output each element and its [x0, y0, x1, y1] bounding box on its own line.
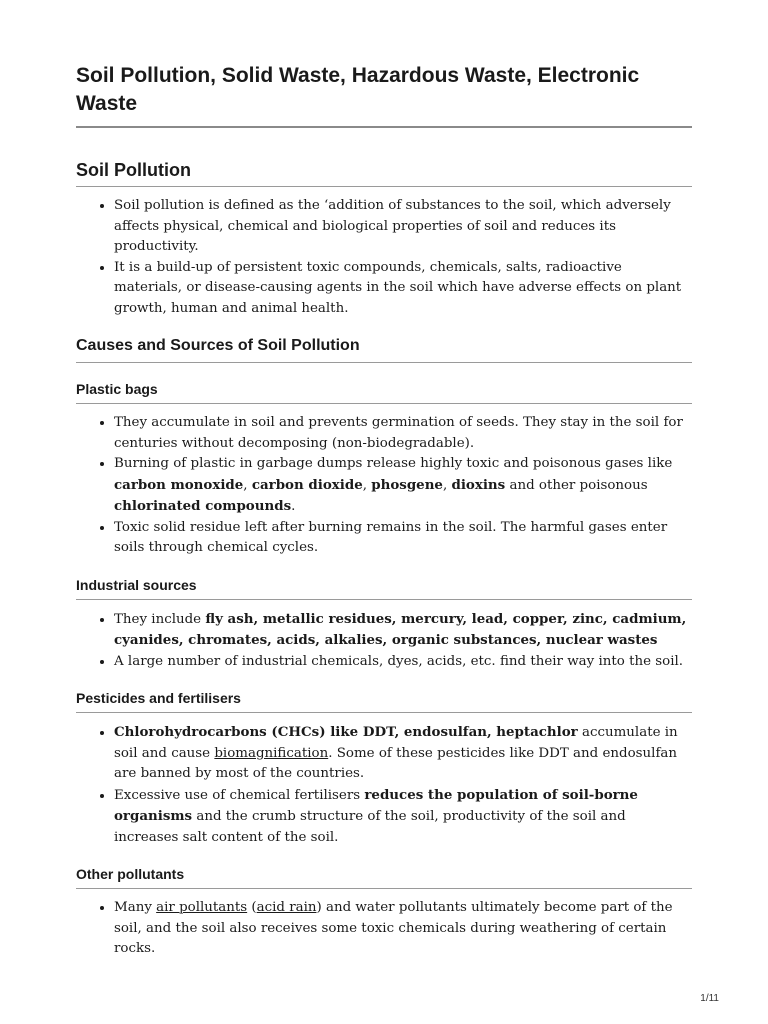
- subheading-industrial-sources: Industrial sources: [76, 576, 692, 600]
- list-item: • It is a build-up of persistent toxic compounds, chemicals, salts, radioactive materials, or disease-causing agents in the soil which have adverse effects on plant growth, human and animal health.: [114, 258, 692, 320]
- text: accumulate in soil and cause: [114, 725, 678, 761]
- text: Excessive use of chemical fertilisers: [114, 787, 365, 803]
- text: and the crumb structure of the soil, productivity of the soil and increases salt content of the soil.: [114, 809, 626, 845]
- text: . Some of these pesticides like DDT and endosulfan are banned by most of the countries.: [114, 745, 678, 781]
- pesticides-list: [76, 722, 692, 848]
- text: and other poisonous: [505, 477, 648, 493]
- bold-term: carbon dioxide: [251, 476, 363, 493]
- subheading-plastic-bags: Plastic bags: [76, 380, 692, 404]
- subheading-pesticides: Pesticides and fertilisers: [76, 689, 692, 713]
- text: ) and water pollutants ultimately become part of the soil, and the soil also receives some toxic chemicals during weathering of certain rocks.: [114, 900, 673, 956]
- bold-term: carbon monoxide: [114, 476, 244, 493]
- list-item: [114, 785, 692, 849]
- text: ,: [362, 477, 372, 493]
- section-heading-causes: Causes and Sources of Soil Pollution: [76, 336, 692, 363]
- other-pollutants-list: [76, 898, 692, 960]
- subheading-other-pollutants: Other pollutants: [76, 865, 692, 889]
- text: Burning of plastic in garbage dumps release highly toxic and poisonous gases like: [114, 456, 673, 471]
- industrial-sources-list: [76, 609, 692, 673]
- list-item: [114, 609, 692, 652]
- text: They include: [114, 611, 206, 627]
- list-item: • Toxic solid residue left after burning remains in the soil. The harmful gases enter soils through chemical cycles.: [114, 518, 692, 559]
- list-item: • They accumulate in soil and prevents germination of seeds. They stay in the soil for centuries without decomposing (non-biodegradable).: [114, 413, 692, 454]
- text: ,: [243, 477, 252, 493]
- section-heading-soil-pollution: Soil Pollution: [76, 159, 692, 187]
- list-item: • A large number of industrial chemicals, dyes, acids, etc. find their way into the soil.: [114, 652, 692, 673]
- air-pollutants-link[interactable]: air pollutants: [156, 900, 248, 915]
- page-number: 1/11: [700, 993, 719, 1004]
- bold-term: reduces the population of soil-borne organisms: [114, 786, 638, 824]
- list-item: [114, 454, 692, 518]
- list-item: [114, 898, 692, 960]
- text: (: [247, 900, 257, 915]
- document-title: Soil Pollution, Solid Waste, Hazardous Waste, Electronic Waste: [76, 62, 692, 128]
- acid-rain-link[interactable]: acid rain: [256, 900, 317, 915]
- list-item: • Soil pollution is defined as the ‘addition of substances to the soil, which adversely affects physical, chemical and biological properties of soil and reduces its productivity.: [114, 196, 692, 258]
- bold-term: fly ash, metallic residues, mercury, lead, copper, zinc, cadmium, cyanides, chromates, acids, alkalies, organic substances, nuclear wastes: [114, 610, 687, 648]
- text: Many: [114, 900, 157, 915]
- bold-term: chlorinated compounds: [114, 498, 292, 514]
- list-item: [114, 722, 692, 785]
- soil-pollution-list: [76, 196, 692, 319]
- bold-term: dioxins: [451, 476, 506, 493]
- bold-term: phosgene: [371, 476, 443, 493]
- text: ,: [442, 477, 452, 493]
- plastic-bags-list: [76, 413, 692, 559]
- bold-term: Chlorohydrocarbons (CHCs) like DDT, endosulfan, heptachlor: [114, 724, 578, 740]
- biomagnification-link[interactable]: biomagnification: [214, 745, 329, 761]
- text: .: [291, 499, 296, 514]
- document-page: [76, 62, 692, 960]
